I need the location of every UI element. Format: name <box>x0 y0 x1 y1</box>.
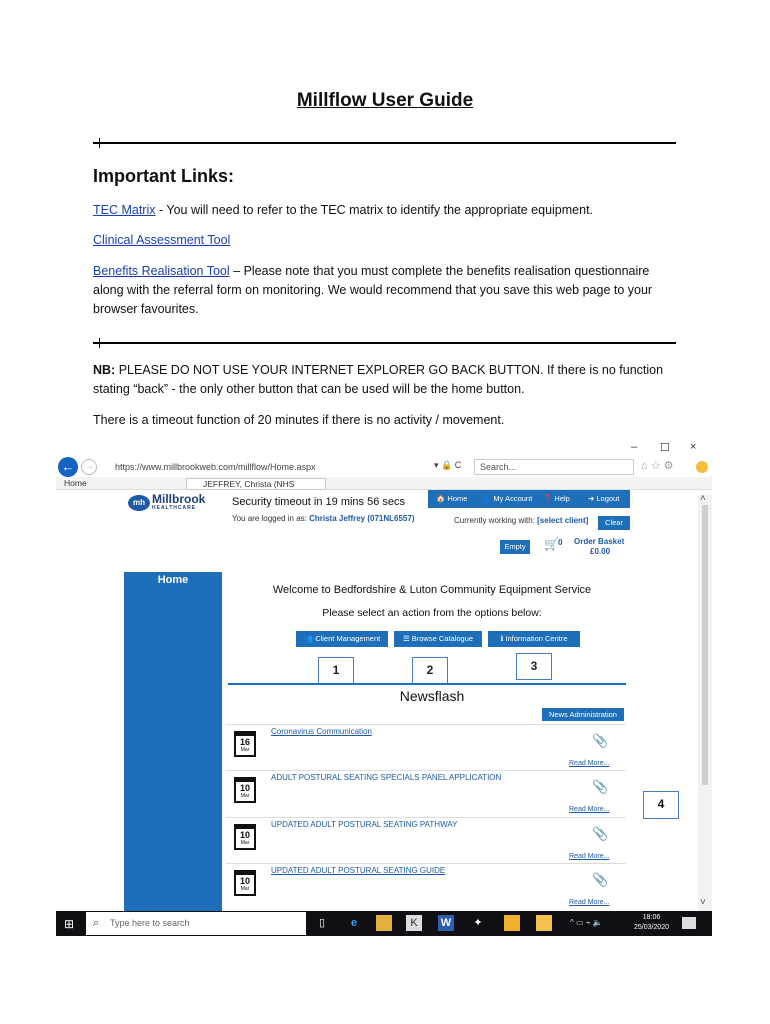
news-title-link[interactable]: UPDATED ADULT POSTURAL SEATING GUIDE <box>271 866 446 875</box>
benefits-description: – Please note that you must complete the benefits realisation questionnaire along with the referral form on monitoring. We would recommend that you save this web page to your browser favourites. <box>93 264 653 316</box>
nb-paragraph <box>93 361 683 399</box>
sidebar-home[interactable]: Home <box>157 574 189 586</box>
news-item <box>226 863 626 909</box>
app-icon[interactable]: ✦ <box>473 917 483 929</box>
browser-screenshot <box>56 443 712 936</box>
app-icon[interactable] <box>504 915 520 931</box>
url-icons[interactable]: ▾ 🔒 C <box>434 460 462 470</box>
windows-taskbar <box>56 911 712 936</box>
nb-label: NB: <box>93 363 116 377</box>
tab-home[interactable]: Home <box>64 478 87 488</box>
paperclip-icon[interactable]: 📎 <box>592 733 609 748</box>
basket-count: 0 <box>558 538 563 547</box>
browse-catalogue-button[interactable]: ☰ Browse Catalogue <box>394 631 482 647</box>
tec-paragraph <box>93 201 683 220</box>
paperclip-icon[interactable]: 📎 <box>592 779 609 794</box>
edge-browser-icon[interactable]: e <box>350 917 358 929</box>
news-title-link[interactable]: UPDATED ADULT POSTURAL SEATING PATHWAY <box>271 820 458 829</box>
callout-1: 1 <box>318 657 354 684</box>
news-item <box>226 817 626 863</box>
read-more-link[interactable]: Read More... <box>569 899 610 906</box>
system-tray-icons[interactable]: ^ ▭ ⌁ 🔈 <box>570 918 603 927</box>
basket-total: £0.00 <box>590 547 611 556</box>
taskbar-clock[interactable]: 18:06 25/03/2020 <box>634 914 670 931</box>
read-more-link[interactable]: Read More... <box>569 853 610 860</box>
benefits-realisation-link[interactable]: Benefits Realisation Tool <box>93 264 230 278</box>
news-title-link[interactable]: ADULT POSTURAL SEATING SPECIALS PANEL APPLICATION <box>271 773 502 782</box>
calendar-icon: 10 Mar <box>234 777 256 803</box>
restore-button[interactable]: ☐ <box>660 443 670 454</box>
sidebar <box>124 572 222 911</box>
nav-logout[interactable]: ➜ Logout <box>588 494 620 503</box>
document-title: Millflow User Guide <box>296 90 474 111</box>
taskbar-search-input[interactable]: ⌕ Type here to search <box>86 912 306 935</box>
task-view-icon[interactable]: ▯ <box>318 917 326 929</box>
clinical-assessment-link[interactable]: Clinical Assessment Tool <box>93 233 231 247</box>
timeout-paragraph: There is a timeout function of 20 minutes if there is no activity / movement. <box>93 413 505 427</box>
app-icon[interactable]: K <box>406 915 422 931</box>
forward-arrow-icon[interactable]: → <box>81 459 97 475</box>
read-more-link[interactable]: Read More... <box>569 806 610 813</box>
news-item <box>226 724 626 770</box>
millflow-page: mh Millbrook HEALTHCARE Security timeout in 19 mins 56 secs You are logged in as: Christa Jeffrey (071NL6557) 🏠 Home 👤 My Account ❓ Help ➜ Logout Currently working with: [select client] Clear Empty 🛒 0 Order Basket £0.00 Home Welcome to Bedfordshire & Luton Community Equipment Service Please select an action from the options below: 👥 Client Management ☰ Browse Catalogue ℹ Information Centre 1 2 3 Newsflash News Administration 16 Mar Coronavirus Communication 📎 Read More... 10 Mar ADULT POSTURAL SEATING SPECIALS PANEL APPLICATION 📎 Read More... 10 Mar UPDATED ADULT POSTURAL SEATING PATHWAY 📎 Read More... 10 Mar UPDATED ADULT POSTURAL SEATING GUIDE 📎 Read More... <box>122 490 632 911</box>
nav-help[interactable]: ❓ Help <box>543 494 570 503</box>
callout-2: 2 <box>412 657 448 684</box>
close-button[interactable]: × <box>690 443 697 453</box>
scroll-down-icon[interactable]: ˅ <box>700 897 706 908</box>
information-centre-button[interactable]: ℹ Information Centre <box>488 631 580 647</box>
callout-4: 4 <box>643 791 679 819</box>
nav-my-account[interactable]: 👤 My Account <box>482 494 533 503</box>
select-client-link[interactable]: [select client] <box>537 516 589 525</box>
news-item <box>226 770 626 816</box>
scroll-up-icon[interactable]: ˄ <box>700 493 706 504</box>
top-navigation <box>428 490 630 508</box>
minimize-button[interactable]: – <box>631 443 638 453</box>
app-icon[interactable] <box>376 915 392 931</box>
newsflash-heading: Newsflash <box>399 688 465 704</box>
clinical-paragraph <box>93 231 683 250</box>
important-links-heading: Important Links: <box>93 166 235 186</box>
search-icon: ⌕ <box>93 917 100 929</box>
divider <box>93 142 676 144</box>
url-field[interactable]: https://www.millbrookweb.com/millflow/Home.aspx <box>115 462 316 472</box>
read-more-link[interactable]: Read More... <box>569 760 610 767</box>
news-administration-button[interactable]: News Administration <box>542 708 624 721</box>
back-arrow-icon[interactable]: ← <box>58 457 78 477</box>
news-title-link[interactable]: Coronavirus Communication <box>271 727 372 736</box>
security-timeout: Security timeout in 19 mins 56 secs <box>232 496 406 508</box>
callout-3: 3 <box>516 653 552 680</box>
empty-basket-button[interactable]: Empty <box>500 540 530 554</box>
tab-client[interactable]: JEFFREY, Christa (NHS <box>186 478 326 490</box>
working-with: Currently working with: [select client] <box>454 516 589 525</box>
smiley-icon[interactable] <box>696 461 708 473</box>
select-action-message: Please select an action from the options below: <box>322 607 542 619</box>
scroll-thumb[interactable] <box>702 505 708 785</box>
welcome-message: Welcome to Bedfordshire & Luton Community Equipment Service <box>272 584 592 596</box>
file-explorer-icon[interactable] <box>536 915 552 931</box>
window-controls <box>56 443 712 457</box>
word-icon[interactable]: W <box>438 915 454 931</box>
logged-in-info: You are logged in as: Christa Jeffrey (071NL6557) <box>232 514 415 523</box>
nb-text: PLEASE DO NOT USE YOUR INTERNET EXPLORER GO BACK BUTTON. If there is no function stating “back” - the only other button that can be used will be the home button. <box>93 363 664 396</box>
browser-search-input[interactable]: Search... <box>474 459 634 475</box>
order-basket-link[interactable]: Order Basket <box>574 537 625 546</box>
browser-toolbar-icons[interactable]: ⌂ ☆ ⚙ <box>641 460 674 472</box>
nav-home[interactable]: 🏠 Home <box>436 494 468 503</box>
newsflash-rule <box>228 683 626 685</box>
calendar-icon: 10 Mar <box>234 870 256 896</box>
calendar-icon: 10 Mar <box>234 824 256 850</box>
tab-bar <box>56 477 712 490</box>
clear-button[interactable]: Clear <box>598 516 630 530</box>
notification-icon[interactable] <box>682 917 696 929</box>
paperclip-icon[interactable]: 📎 <box>592 872 609 887</box>
vertical-scrollbar[interactable] <box>698 495 712 911</box>
windows-start-icon[interactable]: ⊞ <box>64 917 75 931</box>
divider <box>93 342 676 344</box>
basket-icon[interactable]: 🛒 <box>544 537 559 551</box>
tec-matrix-link[interactable]: TEC Matrix <box>93 203 156 217</box>
address-bar-row <box>56 457 712 477</box>
benefits-paragraph <box>93 262 683 319</box>
client-management-button[interactable]: 👥 Client Management <box>296 631 388 647</box>
tec-description: - You will need to refer to the TEC matrix to identify the appropriate equipment. <box>155 203 594 217</box>
calendar-icon: 16 Mar <box>234 731 256 757</box>
paperclip-icon[interactable]: 📎 <box>592 826 609 841</box>
